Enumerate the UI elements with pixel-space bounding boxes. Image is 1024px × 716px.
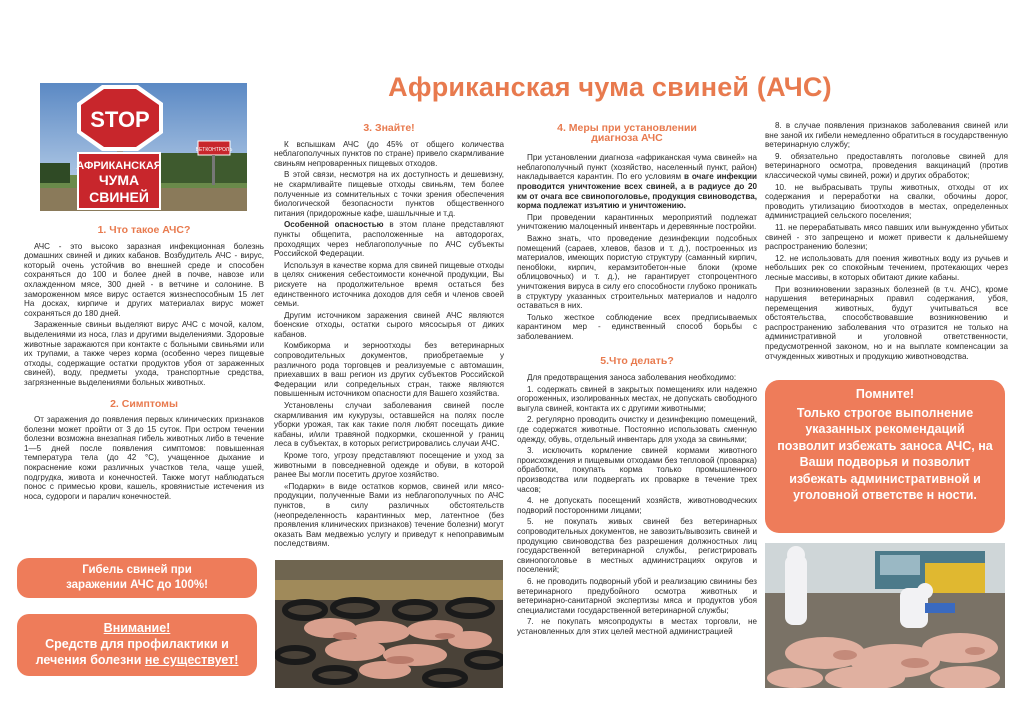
small-sign-text: ВЕТКОНТРОЛЬ [195, 147, 233, 153]
paragraph: От заражения до появления первых клинических признаков болезни может пройти от 3 до 15 суток. При остром течении болезни возможна внезапная гибель животных либо в течение 1—5 дней после появления симптомов: повышенная температура тела (до 42 °С), учащенное дыхание и покраснение кожи различных участков тела, чаще ушей, подгрудка, живота и конечностей. Также могут наблюдаться понос с примесью крови, кашель, кровянистые истечения из носа, судороги и паралич конечностей. [24, 415, 264, 501]
paragraph: Другим источником заражения свиней АЧС являются боенские отходы, остатки сырого мясосырья от диких кабанов. [274, 310, 504, 339]
remember-text: Только строгое выполнение указанных рекомендаций позволит избежать заноса АЧС, на Ваши подворья и позволит избежать административной и уголовной ответстве н ности. [777, 405, 993, 502]
remember-title: Помните! [855, 387, 915, 401]
remember-callout [765, 380, 1005, 533]
section-heading-2: 2. Симптомы [110, 397, 178, 410]
section-heading-4: 4. Меры при установлении диагноза АЧС [557, 122, 697, 144]
paragraph: Только жесткое соблюдение всех предписываемых карантином мер - единственный способ борьбы с заболеванием. [517, 312, 757, 341]
paragraph: АЧС - это высоко заразная инфекционная болезнь домашних свиней и диких кабанов. Возбудитель АЧС - вирус, который очень устойчив во внешней среде и способен сохраняться до 100 и более дней в почве, навозе или охлажденном мясе, 300 дней - в ветчине и солонине. В замороженном мясе вирус остается жизнеспособным 15 лет На досках, кирпиче и других материалах вирус может сохраняться до 180 дней. [24, 241, 264, 318]
list-item: 9. обязательно предоставлять поголовье свиней для ветеринарного осмотра, проведения вакцинаций (против классической чумы свиней, рожи) и других обработок; [765, 151, 1008, 180]
paragraph: «Подарки» в виде остатков кормов, свиней или мясо-продукции, полученные Вами из неблагополучных по АЧС пунктов, в силу различных обстоятельств (неопределенность карантинных мер, латентное (без проявления клинических признаков) течение болезни) могут оказать Вам медвежью услугу и приведут к непоправимым последствиям. [274, 481, 504, 549]
paragraph: Комбикорма и зерноотходы без ветеринарных сопроводительных документов, приобретаемые у различного рода торговцев и реализуемые с автомашин, приехавших в ваш регион из других субъектов Российской Федерации или сопредельных стран, также являются повышенным источником опасности для Вашего хозяйства. [274, 341, 504, 399]
sign-line-2: ЧУМА [98, 172, 140, 188]
warning-callout [17, 614, 257, 676]
list-item: 7. не покупать мясопродукты в местах торговли, не установленных для этих целей местной администрацией [517, 617, 757, 636]
warning-negation: не существует! [144, 653, 239, 667]
sign-line-1: АФРИКАНСКАЯ [76, 160, 162, 172]
list-item: 1. содержать свиней в закрытых помещениях или надежно огороженных, изолированных местах, не допускать свободного выгула свиней, контакта их с другими животными; [517, 384, 757, 413]
paragraph-start: При установлении диагноза «африканская чума свиней» на неблагополучный пункт (хозяйство, населенный пункт, район) накладывается карантин. По его условиям [517, 153, 757, 182]
stop-sign-photo [40, 83, 247, 211]
column-3 [517, 120, 757, 639]
sign-line-3: СВИНЕЙ [89, 189, 149, 205]
list-item: 11. не перерабатывать мясо павших или вынужденно убитых свиней - это запрещено и может привести к дальнейшему распространению болезни; [765, 222, 1008, 252]
dead-pigs-photo [275, 560, 503, 688]
warning-title: Внимание! [103, 621, 171, 635]
paragraph: Используя в качестве корма для свиней пищевые отходы в целях снижения себестоимости конечной продукции, Вы рискуете на продолжительное время остаться без единственного источника доходов для себя и членов своей семьи. [274, 260, 504, 309]
list-item: 2. регулярно проводить очистку и дезинфекцию помещений, где содержатся животные. Постоянно использовать сменную одежду, обувь, отдельный инвентарь для ухода за свиньями; [517, 415, 757, 444]
paragraph: Важно знать, что проведение дезинфекции подсобных помещений (сараев, хлевов, базов и т. д.), построенных из материалов, имеющих пористую структуру (саманный кирпич, пенобloки, кирпич, керамзитобетон-ные блоки (кроме облицовочных) и т. д.), не гарантирует стопроцентного уничтожения вируса в силу его способности глубоко проникать в структуру указанных строительных материалов и надолго оставаться в них. [517, 233, 757, 311]
paragraph: К вспышкам АЧС (до 45% от общего количества неблагополучных пунктов по стране) привело скармливание свиньям непроваренных пищевых отходов. [274, 139, 504, 168]
paragraph: При проведении карантинных мероприятий подлежат уничтожению малоценный инвентарь и деревянные постройки. [517, 212, 757, 232]
list-item: 12. не использовать для поения животных воду из ручьев и небольших рек со спокойным течением, протекающих через лесные массивы, в которых обитают дикие кабаны. [765, 253, 1008, 282]
paragraph: В этой связи, несмотря на их доступность и дешевизну, не скармливайте пищевые отходы свиньям, тем более полученные из сомнительных с точки зрения обеспечения биологической безопасности пунктов общественного питания (придорожные кафе, шашлычные и т.д. [274, 170, 504, 218]
section-heading-1: 1. Что такое АЧС? [97, 224, 191, 236]
warning-text: Средств для профилактики и лечения болезни [35, 637, 229, 667]
section-heading-5: 5.Что делать? [600, 355, 674, 368]
paragraph [274, 220, 504, 258]
list-item: 8. в случае появления признаков заболевания свиней или вне заной их гибели немедленно обратиться в государственную ветеринарную службу; [765, 121, 1008, 150]
list-item: 5. не покупать живых свиней без ветеринарных сопроводительных документов, не завозить/вывозить свиней и продукцию свиноводства без разрешения должностных лиц государственной ветеринарной службы, регистрировать свинопоголовье в местных администрациях округов и поселений; [517, 517, 757, 575]
stop-text: STOP [90, 107, 150, 132]
emphasis: в очаге инфекции проводится уничтожение всех свиней, а в радиусе до 20 км от очага все свинопоголовье, продукция свиноводства, корма подлежат изъятию и уничтожению. [517, 172, 758, 211]
list-item: 4. не допускать посещений хозяйств, животноводческих подворий посторонними лицами; [517, 496, 757, 515]
list-item: 3. исключить кормление свиней кормами животного происхождения и пищевыми отходами без тепловой (проварка) обработки, покупать корма только промышленного производства или подвергать их проварке в течение трех часов; [517, 446, 757, 494]
column-4 [765, 121, 1008, 363]
list-item: 6. не проводить подворный убой и реализацию свинины без ветеринарного предубойного осмотра животных и ветеринарно-санитарной экспертизы мяса и продуктов убоя специалистами государственной ветеринарной службы; [517, 576, 757, 615]
paragraph: При возникновении заразных болезней (в т.ч. АЧС), кроме нарушения ветеринарных правил содержания, убоя, перемещения животных, будут учитываться все обстоятельства, способствовавшие возникновению и распространению заболевания что отразится не только на административной и уголовной ответственности, предусмотренной законом, но и на выплате компенсации за отчужденных животных и продукцию животноводства. [765, 284, 1008, 361]
paragraph: Кроме того, угрозу представляют посещение и уход за животными в повседневной одежде и обуви, в которой ранее Вы могли посетить другое хозяйство. [274, 451, 504, 480]
list-item: 10. не выбрасывать трупы животных, отходы от их содержания и переработки на свалки, обочины дорог, проводить утилизацию биоотходов в местах, определенных администрацией сельского поселения; [765, 182, 1008, 221]
mortality-callout [17, 558, 257, 598]
paragraph: Установлены случаи заболевания свиней после скармливания им кукурузы, оставшейся на полях после уборки урожая, так как такие поля любят посещать дикие кабаны, и/или травяной подкормки, скошенной у границ леса в субъектах, в которых регистрировались случаи АЧС. [274, 401, 504, 449]
page-title: Африканская чума свиней (АЧС) [388, 72, 832, 102]
paragraph: Для предотвращения заноса заболевания необходимо: [527, 373, 737, 383]
mortality-callout-text: Гибель свиней при заражении АЧС до 100%! [66, 564, 208, 591]
column-2 [274, 120, 504, 551]
workers-photo [765, 543, 1005, 688]
column-1 [24, 222, 264, 503]
paragraph: Зараженные свиньи выделяют вирус АЧС с мочой, калом, выделениями из носа, глаз и другими выделениями. Здоровые животные заражаются при контакте с больными свиньями или их трупами, а также через корма (особенно через пищевые отходы, содержащие остатки продуктов убоя от зараженных свиней), воду, предметы ухода, транспортные средства, загрязненные выделениями больных животных. [24, 320, 264, 387]
emphasis: Особенной опасностью [284, 220, 384, 230]
section-heading-3: 3. Знайте! [363, 122, 415, 134]
paragraph-rest: в этом плане представляют пункты общепита, расположенные на автодорогах, проходящих через неблагополучные по АЧС субъекты Российской Федерации. [274, 220, 505, 259]
paragraph [517, 153, 757, 211]
